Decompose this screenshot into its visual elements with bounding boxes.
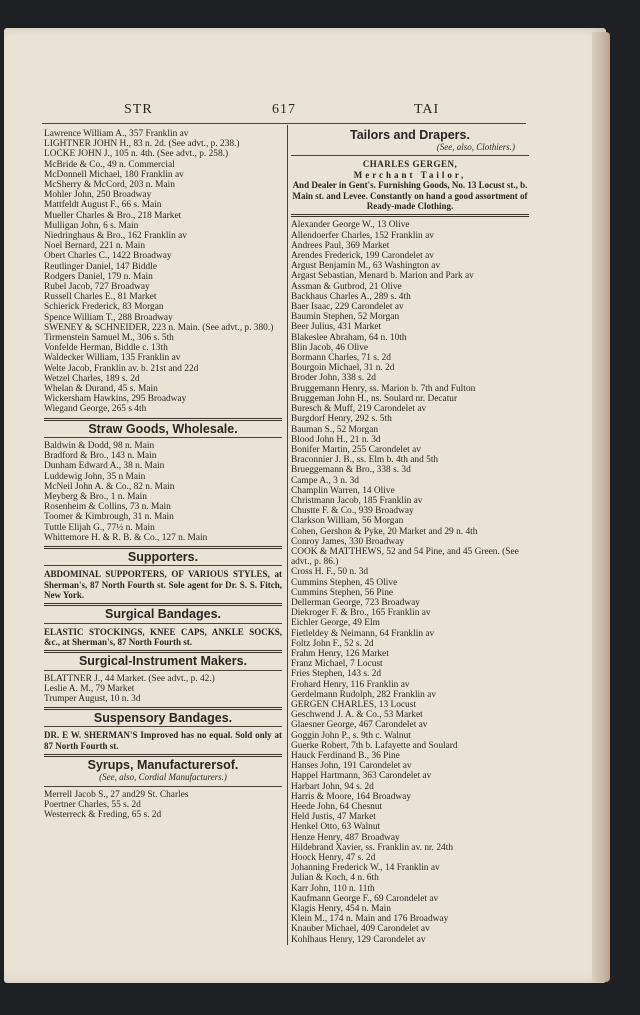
list-item: Hildebrand Xavier, ss. Franklin av. nr. 24th <box>291 842 454 853</box>
list-item: Noel Bernard, 221 n. Main <box>44 241 146 252</box>
list-item: Karr John, 110 n. 11th <box>291 883 375 894</box>
entry-list-top <box>44 129 282 415</box>
list-item: Kohlhaus Henry, 129 Carondelet av <box>291 934 426 945</box>
list-item: Guerke Robert, 7th b. Lafayette and Soulard <box>291 740 458 751</box>
list-item: Conroy James, 330 Broadway <box>291 536 405 547</box>
list-item: McDonnell Michael, 180 Franklin av <box>44 169 184 180</box>
section-divider <box>44 786 282 787</box>
entry-list-syrups <box>44 790 282 821</box>
list-item: Kaufmann George F., 69 Carondelet av <box>291 893 439 904</box>
section-divider <box>44 754 282 757</box>
section-title-suspensory: Suspensory Bandages. <box>93 711 233 726</box>
list-item: Glaesner George, 467 Carondelet av <box>291 720 428 731</box>
list-item: Campe A., 3 n. 3d <box>291 475 359 486</box>
list-item: Poertner Charles, 55 s. 2d <box>44 799 141 810</box>
list-item: Gerdelmann Rudolph, 282 Franklin av <box>291 689 437 700</box>
list-item: Burgdorf Henry, 292 s. 5th <box>291 414 392 425</box>
section-title-instruments: Surgical-Instrument Makers. <box>78 654 248 669</box>
list-item: Rubel Jacob, 727 Broadway <box>44 282 150 293</box>
list-item: Toomer & Kimbrough, 31 n. Main <box>44 512 174 523</box>
list-item: Waldecker William, 135 Franklin av <box>44 353 181 364</box>
list-item: Brueggemann & Bro., 338 s. 3d <box>291 465 411 476</box>
list-item: Chustte F. & Co., 939 Broadway <box>291 506 414 517</box>
entry-list-straw <box>44 441 282 543</box>
list-item: Beer Julius, 431 Market <box>291 322 382 333</box>
section-divider <box>44 623 282 624</box>
list-item: Braconnier J. B., ss. Elm b. 4th and 5th <box>291 455 439 466</box>
list-item: Bormann Charles, 71 s. 2d <box>291 353 391 364</box>
list-item: Bruggeman John H., ns. Soulard nr. Decatur <box>291 393 458 404</box>
advert-bandages: ELASTIC STOCKINGS, KNEE CAPS, ANKLE SOCKS, &c., at Sherman's, 87 North Fourth st. <box>44 626 282 647</box>
list-item: Frohard Henry, 116 Franklin av <box>291 679 410 690</box>
section-divider <box>44 603 282 606</box>
list-item: Geschwend J. A. & Co., 53 Market <box>291 710 423 721</box>
advert-supporters: ABDOMINAL SUPPORTERS, OF VARIOUS STYLES, at Sherman's, 87 North Fourth st. Sole agent for Dr. S. S. Fitch, New York. <box>44 569 282 600</box>
list-item: Dellerman George, 723 Broadway <box>291 597 420 608</box>
list-item: Diekroger F. & Bro., 165 Franklin av <box>291 608 431 619</box>
list-item: BLATTNER J., 44 Market. (See advt., p. 42.) <box>44 673 215 684</box>
list-item: Alexander George W., 13 Olive <box>291 220 410 231</box>
section-title-syrups: Syrups, Manufacturersof. <box>87 758 239 773</box>
section-divider <box>44 437 282 438</box>
list-item: Argust Benjamin M., 63 Washington av <box>291 261 441 272</box>
list-item: Whittemore H. & R. B. & Co., 127 n. Main <box>44 532 208 543</box>
list-item: McSherry & McCord, 203 n. Main <box>44 180 175 191</box>
list-item: Tirmenstein Samuel M., 306 s. 5th <box>44 333 174 344</box>
list-item: LIGHTNER JOHN H., 83 n. 2d. (See advt., p. 238.) <box>44 139 240 150</box>
list-item: Trumper August, 10 n. 3d <box>44 693 141 704</box>
list-item: Cummins Stephen, 56 Pine <box>291 587 394 598</box>
list-item: Cross H. F., 50 n. 3d <box>291 567 369 578</box>
list-item: Rosenheim & Collins, 73 n. Main <box>44 502 171 513</box>
list-item: Rodgers Daniel, 179 n. Main <box>44 271 153 282</box>
list-item: Wiegand George, 265 s 4th <box>44 404 147 415</box>
list-item: Frahm Henry, 126 Market <box>291 648 389 659</box>
list-item: Mulligan John, 6 s. Main <box>44 220 139 231</box>
list-item: Cummins Stephen, 45 Olive <box>291 577 398 588</box>
list-item: Klein M., 174 n. Main and 176 Broadway <box>291 914 449 925</box>
directory-page <box>4 28 606 983</box>
left-column <box>44 129 282 820</box>
list-item: Baldwin & Dodd, 98 n. Main <box>44 440 155 451</box>
list-item: Julian & Koch, 4 n. 6th <box>291 873 379 884</box>
list-item: Westerreck & Freding, 65 s. 2d <box>44 810 162 820</box>
list-item: Cohen, Gershon & Pyke, 20 Market and 29 n. 4th <box>291 526 478 537</box>
list-item: Baumin Stephen, 52 Morgan <box>291 312 400 323</box>
list-item: Baer Isaac, 229 Carondelet av <box>291 302 404 313</box>
list-item: Eichler George, 49 Elm <box>291 618 380 629</box>
list-item: Whelan & Durand, 45 s. Main <box>44 384 158 395</box>
list-item: Held Justis, 47 Market <box>291 812 376 823</box>
advert-suspensory: DR. E W. SHERMAN'S Improved has no equal. Sold only at 87 North Fourth st. <box>44 730 282 751</box>
list-item: Mueller Charles & Bro., 218 Market <box>44 210 182 221</box>
list-item: Reutlinger Daniel, 147 Biddle <box>44 261 157 272</box>
list-item: Christmann Jacob, 185 Franklin av <box>291 495 423 506</box>
section-divider <box>44 707 282 710</box>
list-item: Dunham Edward A., 38 n. Main <box>44 461 165 472</box>
list-item: Arendes Frederick, 199 Carondelet av <box>291 251 434 262</box>
section-divider <box>44 565 282 566</box>
list-item: Wickersham Hawkins, 295 Broadway <box>44 394 187 405</box>
list-item: Spence William T., 288 Broadway <box>44 312 173 323</box>
list-item: Hauck Ferdinand B., 36 Pine <box>291 751 400 761</box>
list-item: Fries Stephen, 143 s. 2d <box>291 669 382 680</box>
entry-list-instruments <box>44 674 282 705</box>
list-item: Lawrence William A., 357 Franklin av <box>44 129 189 139</box>
list-item: Knauber Michael, 409 Carondelet av <box>291 924 430 935</box>
section-divider <box>44 726 282 727</box>
list-item: Fietleldey & Neimann, 64 Franklin av <box>291 628 435 639</box>
list-item: COOK & MATTHEWS, 52 and 54 Pine, and 45 Green. (See advt., p. 86.) <box>291 546 519 568</box>
advert-gergen-title: Merchant Tailor, <box>353 169 467 180</box>
list-item: Bradford & Bro., 143 n. Main <box>44 451 157 462</box>
list-item: Hoock Henry, 47 s. 2d <box>291 853 376 864</box>
list-item: Wetzel Charles, 189 s. 2d <box>44 373 140 384</box>
list-item: Niedringhaus & Bro., 162 Franklin av <box>44 231 187 242</box>
list-item: McBride & Co., 49 n. Commercial <box>44 159 175 170</box>
list-item: Blood John H., 21 n. 3d <box>291 434 381 445</box>
section-subtitle-tailors: (See, also, Clothiers.) <box>436 142 515 153</box>
list-item: Harbart John, 94 s. 2d <box>291 781 374 792</box>
list-item: Blin Jacob, 46 Olive <box>291 342 369 353</box>
list-item: Bourgoin Michael, 31 n. 2d <box>291 363 395 374</box>
list-item: Allendoerfer Charles, 152 Franklin av <box>291 230 434 241</box>
list-item: Bauman S., 52 Morgan <box>291 424 379 435</box>
list-item: Broder John, 338 s. 2d <box>291 373 376 384</box>
list-item: Welte Jacob, Franklin av. b. 21st and 22d <box>44 363 199 374</box>
page-header <box>4 102 606 124</box>
list-item: Bonifer Martin, 255 Carondelet av <box>291 444 421 455</box>
list-item: Vonfelde Herman, Biddle c. 13th <box>44 343 168 354</box>
list-item: McNeil John A. & Co., 82 n. Main <box>44 481 175 492</box>
list-item: Heede John, 64 Chesnut <box>291 802 383 813</box>
list-item: Franz Michael, 7 Locust <box>291 659 383 670</box>
section-title-supporters: Supporters. <box>127 549 199 564</box>
list-item: LOCKE JOHN J., 105 n. 4th. (See advt., p. 258.) <box>44 149 229 160</box>
section-divider <box>44 670 282 671</box>
section-divider <box>44 650 282 653</box>
section-divider <box>291 155 529 156</box>
list-item: Tuttle Elijah G., 77½ n. Main <box>44 522 155 533</box>
list-item: Blakeslee Abraham, 64 n. 10th <box>291 332 407 343</box>
list-item: GERGEN CHARLES, 13 Locust <box>291 699 416 710</box>
list-item: Johanning Frederick W., 14 Franklin av <box>291 863 440 874</box>
list-item: Obert Charles C., 1422 Broadway <box>44 251 172 262</box>
list-item: Merrell Jacob S., 27 and29 St. Charles <box>44 789 189 800</box>
page-edge <box>592 32 610 982</box>
header-right: TAI <box>414 102 440 117</box>
list-item: Goggin John P., s. 9th c. Walnut <box>291 730 411 741</box>
section-divider <box>291 214 529 217</box>
list-item: Andrees Paul, 369 Market <box>291 240 390 251</box>
list-item: Leslie A. M., 79 Market <box>44 683 135 694</box>
page-number: 617 <box>272 102 296 117</box>
list-item: Meyberg & Bro., 1 n. Main <box>44 491 147 502</box>
section-divider <box>44 546 282 549</box>
list-item: Mohler John, 250 Broadway <box>44 190 152 201</box>
list-item: Henkel Otto, 63 Walnut <box>291 822 381 833</box>
header-left: STR <box>124 102 153 117</box>
list-item: Hanses John, 191 Carondelet av <box>291 761 412 772</box>
list-item: Clarkson William, 56 Morgan <box>291 516 404 527</box>
list-item: Bruggemann Henry, ss. Marion b. 7th and Fulton <box>291 383 476 394</box>
section-subtitle-syrups: (See, also, Cordial Manufacturers.) <box>99 772 227 783</box>
right-column <box>291 127 529 945</box>
list-item: SWENEY & SCHNEIDER, 223 n. Main. (See advt., p. 380.) <box>44 322 274 333</box>
list-item: Buresch & Muff, 219 Carondelet av <box>291 404 427 415</box>
section-title-bandages: Surgical Bandages. <box>104 607 221 622</box>
section-divider <box>44 418 282 421</box>
list-item: Foltz John F., 52 s. 2d <box>291 638 374 649</box>
list-item: Backhaus Charles A., 289 s. 4th <box>291 291 411 302</box>
section-title-tailors: Tailors and Drapers. <box>350 128 470 142</box>
section-title-straw: Straw Goods, Wholesale. <box>88 421 238 436</box>
list-item: Russell Charles E., 81 Market <box>44 292 157 303</box>
advert-gergen-body: And Dealer in Gent's. Furnishing Goods, No. 13 Locust st., b. Main st. and Levee. Constantly on hand a good assortment of Ready-made Clothing. <box>292 180 528 212</box>
list-item: Happel Hartmann, 363 Carondelet av <box>291 771 432 782</box>
entry-list-tailors <box>291 220 529 944</box>
list-item: Assman & Gutbrod, 21 Olive <box>291 281 402 292</box>
column-divider <box>287 125 288 945</box>
list-item: Mattfeldt August F., 66 s. Main <box>44 200 162 211</box>
list-item: Henze Henry, 487 Broadway <box>291 832 400 843</box>
list-item: Klagis Henry, 454 n. Main <box>291 904 391 915</box>
list-item: Champlin Warren, 14 Olive <box>291 485 395 496</box>
list-item: Argast Sebastian, Menard b. Marion and Park av <box>291 271 474 282</box>
header-rule <box>42 123 526 124</box>
list-item: Harris & Moore, 164 Broadway <box>291 791 412 802</box>
list-item: Luddewig John, 35 n Main <box>44 471 146 482</box>
advert-gergen-name: CHARLES GERGEN, <box>362 159 458 170</box>
list-item: Schierick Frederick, 83 Morgan <box>44 302 164 313</box>
